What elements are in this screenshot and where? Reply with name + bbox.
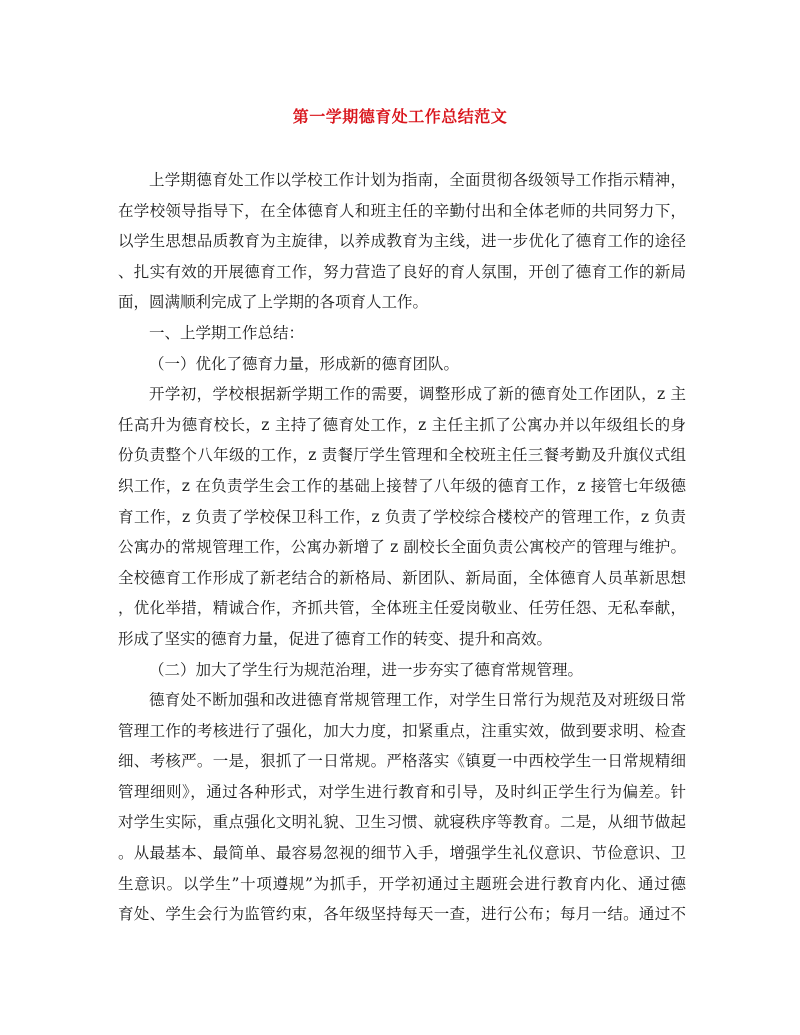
body-line: 一、上学期工作总结： [149, 323, 305, 342]
document-title: 第一学期德育处工作总结范文 [292, 107, 508, 126]
body-line: 育工作，z 负责了学校保卫科工作，z 负责了学校综合楼校产的管理工作，z 负责 [118, 507, 686, 526]
body-line: 公寓办的常规管理工作，公寓办新增了 z 副校长全面负责公寓校产的管理与维护。 [118, 538, 686, 557]
body-line: 以学生思想品质教育为主旋律，以养成教育为主线，进一步优化了德育工作的途径 [118, 232, 686, 251]
body-line: 管理细则》，通过各种形式，对学生进行教育和引导，及时纠正学生行为偏差。针 [118, 782, 686, 801]
body-line: 、扎实有效的开展德育工作，努力营造了良好的育人氛围，开创了德育工作的新局 [118, 262, 686, 281]
body-line: 。从最基本、最简单、最容易忽视的细节入手，增强学生礼仪意识、节俭意识、卫 [118, 844, 686, 863]
body-line: 形成了坚实的德育力量，促进了德育工作的转变、提升和高效。 [118, 629, 553, 648]
body-line: 面，圆满顺利完成了上学期的各项育人工作。 [118, 293, 429, 312]
body-line: 生意识。以学生”十项遵规”为抓手，开学初通过主题班会进行教育内化、通过德 [118, 874, 686, 893]
body-line: 任高升为德育校长，z 主持了德育处工作，z 主任主抓了公寓办并以年级组长的身 [118, 415, 686, 434]
body-line: 管理工作的考核进行了强化，加大力度，扣紧重点，注重实效，做到要求明、检查 [118, 721, 686, 740]
body-line: 细、考核严。一是，狠抓了一日常规。严格落实《镇夏一中西校学生一日常规精细 [118, 752, 686, 771]
body-line: （二）加大了学生行为规范治理，进一步夯实了德育常规管理。 [149, 660, 584, 679]
body-line: 在学校领导指导下，在全体德育人和班主任的辛勤付出和全体老师的共同努力下， [118, 201, 686, 220]
body-line: 上学期德育处工作以学校工作计划为指南，全面贯彻各级领导工作指示精神， [149, 171, 686, 189]
body-line: （一）优化了德育力量，形成新的德育团队。 [149, 354, 460, 373]
body-line: 育处、学生会行为监管约束，各年级坚持每天一查，进行公布；每月一结。通过不 [118, 905, 686, 924]
body-line: 对学生实际，重点强化文明礼貌、卫生习惯、就寝秩序等教育。二是，从细节做起 [118, 813, 686, 832]
body-line: ，优化举措，精诚合作，齐抓共管，全体班主任爱岗敬业、任劳任怨、无私奉献， [118, 599, 686, 618]
body-line: 全校德育工作形成了新老结合的新格局、新团队、新局面，全体德育人员革新思想 [118, 568, 686, 587]
body-line: 开学初，学校根据新学期工作的需要，调整形成了新的德育处工作团队，z 主 [149, 385, 686, 404]
body-line: 份负责整个八年级的工作，z 责餐厅学生管理和全校班主任三餐考勤及升旗仪式组 [118, 446, 686, 465]
body-line: 织工作，z 在负责学生会工作的基础上接替了八年级的德育工作，z 接管七年级德 [118, 476, 686, 495]
document-body [118, 165, 686, 930]
body-line: 德育处不断加强和改进德育常规管理工作，对学生日常行为规范及对班级日常 [149, 691, 686, 710]
